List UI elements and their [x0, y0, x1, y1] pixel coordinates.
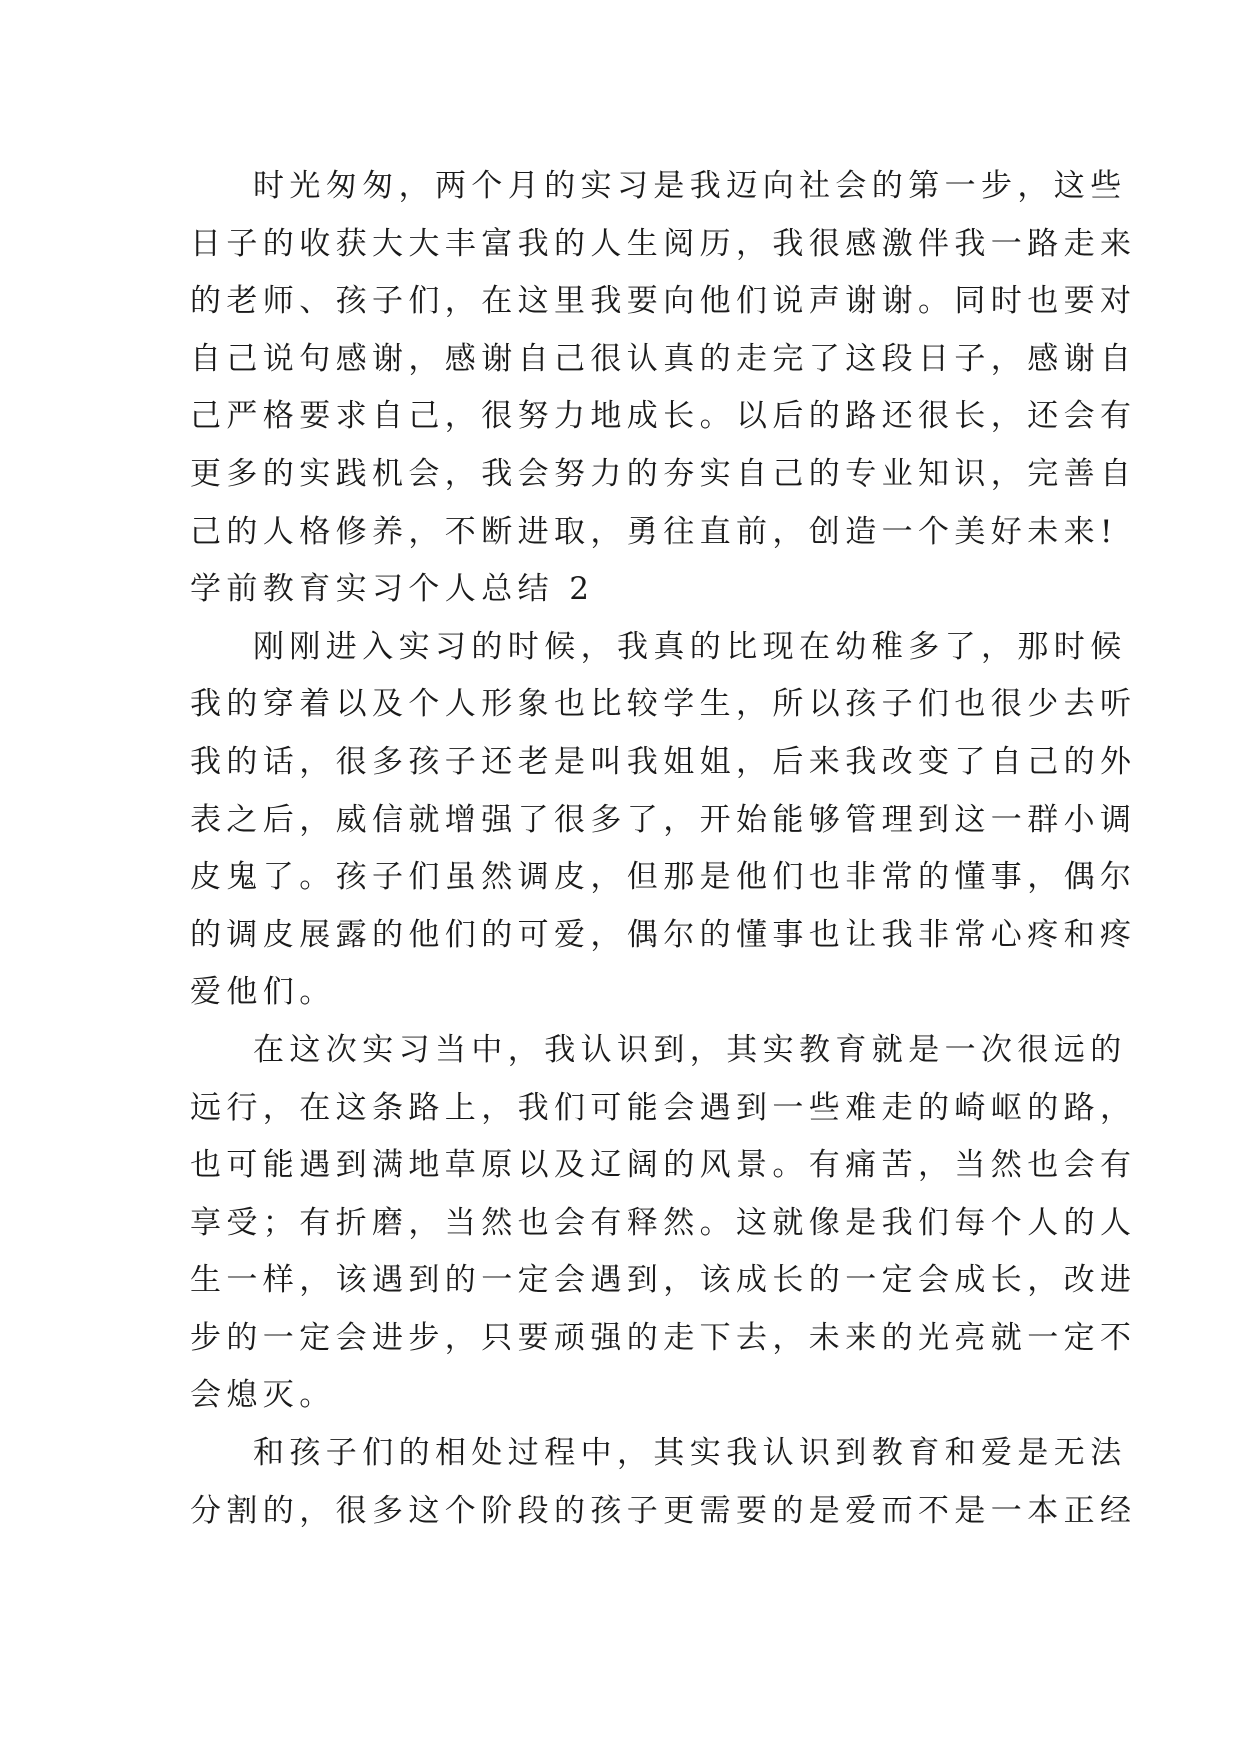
paragraph-4 — [190, 1425, 1137, 1540]
paragraph-line: 步的一定会进步，只要顽强的走下去，未来的光亮就一定不 — [190, 1319, 1137, 1356]
paragraph-line: 的调皮展露的他们的可爱，偶尔的懂事也让我非常心疼和疼 — [190, 916, 1137, 953]
paragraph-line: 己的人格修养，不断进取，勇往直前，创造一个美好未来! — [190, 513, 1118, 550]
paragraph-3 — [190, 1022, 1137, 1425]
paragraph-line: 日子的收获大大丰富我的人生阅历，我很感激伴我一路走来 — [190, 225, 1137, 262]
paragraph-line: 己严格要求自己，很努力地成长。以后的路还很长，还会有 — [190, 398, 1137, 435]
paragraph-line: 我的穿着以及个人形象也比较学生，所以孩子们也很少去听 — [190, 686, 1137, 723]
paragraph-line: 时光匆匆，两个月的实习是我迈向社会的第一步，这些 — [253, 168, 1127, 204]
paragraph-line: 分割的，很多这个阶段的孩子更需要的是爱而不是一本正经 — [190, 1492, 1137, 1529]
paragraph-line: 我的话，很多孩子还老是叫我姐姐，后来我改变了自己的外 — [190, 743, 1137, 780]
paragraph-line: 爱他们。 — [190, 974, 336, 1011]
paragraph-line: 远行，在这条路上，我们可能会遇到一些难走的崎岖的路， — [190, 1089, 1137, 1126]
section-title — [190, 561, 1050, 619]
paragraph-line: 自己说句感谢，感谢自己很认真的走完了这段日子，感谢自 — [190, 340, 1137, 377]
paragraph-line: 表之后，威信就增强了很多了，开始能够管理到这一群小调 — [190, 801, 1137, 838]
section-title-text: 学前教育实习个人总结 2 — [190, 571, 595, 608]
paragraph-line: 享受；有折磨，当然也会有释然。这就像是我们每个人的人 — [190, 1204, 1137, 1241]
paragraph-line: 皮鬼了。孩子们虽然调皮，但那是他们也非常的懂事，偶尔 — [190, 859, 1137, 896]
document-body — [190, 158, 1137, 1540]
paragraph-1 — [190, 158, 1137, 561]
paragraph-line: 会熄灭。 — [190, 1377, 336, 1414]
paragraph-line: 的老师、孩子们，在这里我要向他们说声谢谢。同时也要对 — [190, 283, 1137, 320]
paragraph-2 — [190, 619, 1137, 1022]
paragraph-line: 也可能遇到满地草原以及辽阔的风景。有痛苦，当然也会有 — [190, 1147, 1137, 1184]
paragraph-line: 刚刚进入实习的时候，我真的比现在幼稚多了，那时候 — [253, 628, 1127, 665]
paragraph-line: 在这次实习当中，我认识到，其实教育就是一次很远的 — [253, 1031, 1127, 1068]
paragraph-line: 生一样，该遇到的一定会遇到，该成长的一定会成长，改进 — [190, 1262, 1137, 1299]
paragraph-line: 和孩子们的相处过程中，其实我认识到教育和爱是无法 — [253, 1435, 1127, 1472]
paragraph-line: 更多的实践机会，我会努力的夯实自己的专业知识，完善自 — [190, 455, 1137, 492]
